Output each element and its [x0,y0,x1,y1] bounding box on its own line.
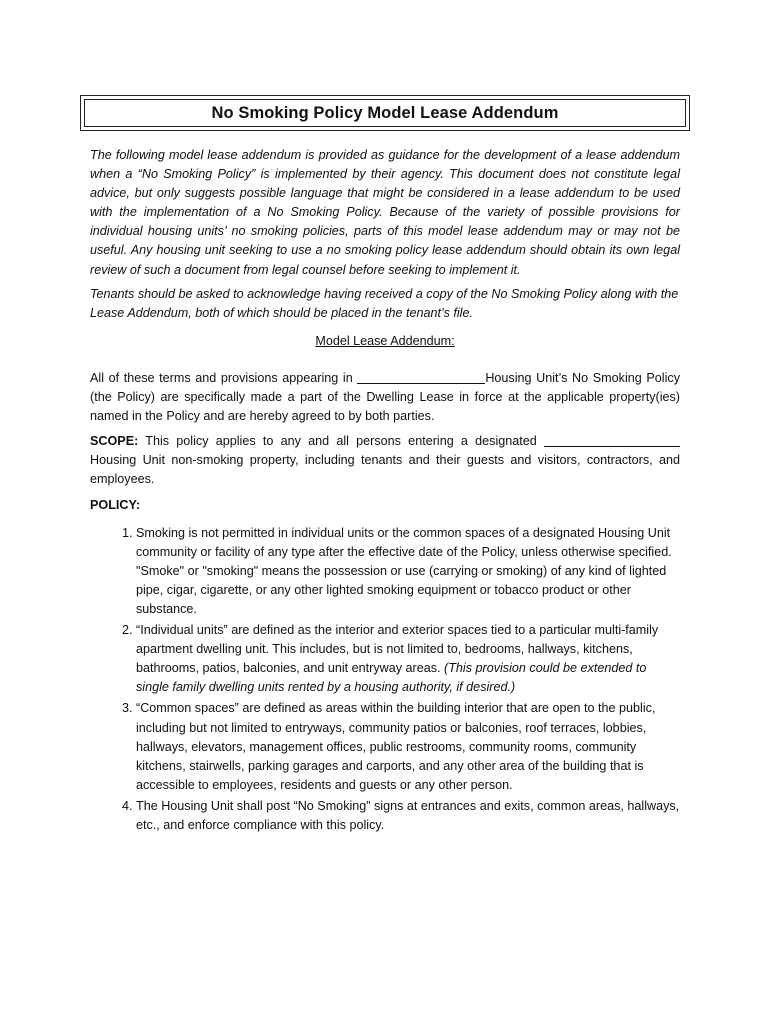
intro-paragraph: The following model lease addendum is provided as guidance for the development of a lease addendum when a “No Smoking Policy” is implemented by their agency. This document does not constitute legal advice, but only suggests possible language that might be considered in a lease addendum to be used with the implementation of a No Smoking Policy. Because of the variety of possible provisions for individual housing units’ no smoking policies, parts of this model lease addendum may or may not be useful. Any housing unit seeking to use a no smoking policy lease addendum should obtain its own legal review of such a document from legal counsel before seeking to implement it. [90,148,680,277]
housing-unit-name-blank [357,370,485,384]
policy-item-text: The Housing Unit shall post “No Smoking” signs at entrances and exits, common areas, hallways, etc., and enforce compliance with this policy. [136,798,680,832]
policy-item-note: (This provision could be extended to single family dwelling units rented by a housing authority, if desired.) [136,661,647,695]
policy-list [90,524,680,836]
section-heading: Model Lease Addendum: [315,333,455,348]
policy-item-text: “Common spaces” are defined as areas within the building interior that are open to the public, including but not limited to entryways, community patios or balconies, roof terraces, lobbies, hallways, elevators, management offices, public restrooms, community rooms, community kitchens, stairwells, parking garages and carports, and any other area of the building that is accessible to employees, residents and guests or any other person. [136,701,656,792]
policy-item [136,524,680,619]
designated-property-blank [544,433,680,447]
terms-paragraph [90,369,680,426]
document-body [90,146,680,837]
terms-text-end: Housing Unit’s No Smoking Policy (the Policy) are specifically made a part of the Dwelling Lease in force at the applicable property(ies) named in the Policy and are hereby agreed to by both parties. [90,370,680,424]
terms-text-start: All of these terms and provisions appearing in [90,370,358,385]
policy-heading: POLICY: [90,497,141,512]
policy-item [136,797,680,835]
policy-item [136,621,680,697]
tenant-acknowledgement-paragraph: Tenants should be asked to acknowledge having received a copy of the No Smoking Policy along with the Lease Addendum, both of which should be placed in the tenant’s file. [90,286,679,320]
policy-item-text: Smoking is not permitted in individual units or the common spaces of a designated Housing Unit community or facility of any type after the effective date of the Policy, unless otherwise specified. "Smoke" or "smoking" means the possession or use (carrying or smoking) of any kind of lighted pipe, cigar, cigarette, or any other lighted smoking equipment or tobacco product or other substance. [136,525,672,616]
scope-paragraph [90,432,680,489]
scope-text-start: This policy applies to any and all persons entering a designated [138,434,544,449]
document-title: No Smoking Policy Model Lease Addendum [211,103,559,122]
title-frame [80,95,690,131]
scope-text-end: Housing Unit non-smoking property, including tenants and their guests and visitors, contractors, and employees. [90,453,680,487]
title-frame-inner [84,99,686,127]
policy-item [136,699,680,794]
scope-label: SCOPE: [90,434,139,449]
policy-item-text: “Individual units” are defined as the interior and exterior spaces tied to a particular multi-family apartment dwelling unit. This includes, but is not limited to, bedrooms, hallways, kitchens, bathrooms, patios, balconies, and unit entryway areas. [136,623,659,676]
